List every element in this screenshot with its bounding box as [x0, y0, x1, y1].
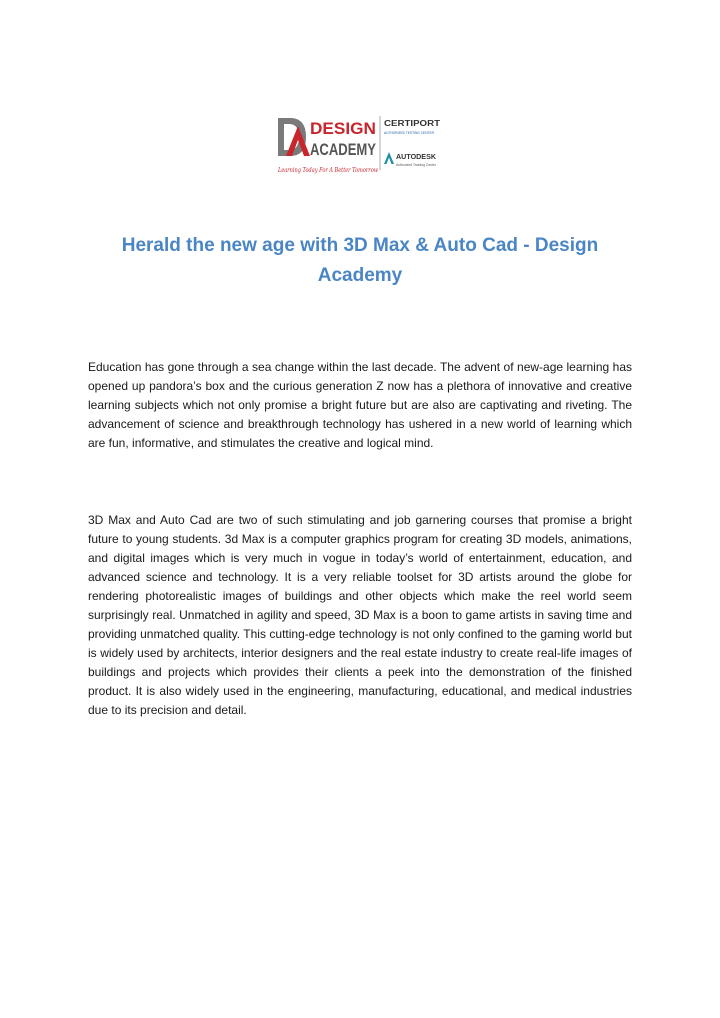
brand-line2: ACADEMY [310, 140, 377, 159]
certiport-sub: AUTHORIZED TESTING CENTER [384, 131, 435, 135]
brand-line1: DESIGN [310, 119, 376, 138]
autodesk-sub: Authorized Training Center [396, 163, 437, 167]
autodesk-name: AUTODESK [396, 154, 436, 161]
certiport-name: CERTIPORT [384, 119, 441, 128]
da-monogram-icon [278, 118, 310, 156]
paragraph-3dmax: 3D Max and Auto Cad are two of such stimulating and job garnering courses that promise a bright future to young students. 3d Max is a computer graphics program for creating 3D models, animations, and digital images which is very much in vogue in today’s world of entertainment, education, and advanced science and technology. It is a very reliable toolset for 3D artists around the globe for rendering photorealistic images of buildings and other objects which make the reel world seem surprisingly real. Unmatched in agility and speed, 3D Max is a boon to game artists in saving time and providing unmatched quality. This cutting-edge technology is not only confined to the gaming world but is widely used by architects, interior designers and the real estate industry to create real-life images of buildings and projects which provides their clients a peek into the demonstration of the finished product. It is also widely used in the engineering, manufacturing, educational, and medical industries due to its precision and detail. [88, 513, 632, 717]
page-title: Herald the new age with 3D Max & Auto Cad - Design Academy [121, 235, 599, 286]
paragraph-intro: Education has gone through a sea change within the last decade. The advent of new-age learning has opened up pandora’s box and the curious generation Z now has a plethora of innovative and creative learning subjects which not only promise a bright future but are also are captivating and riveting. The advancement of science and breakthrough technology has ushered in a new world of learning which are fun, informative, and stimulates the creative and logical mind. [88, 360, 632, 450]
brand-tagline: Learning Today For A Better Tomorrow [277, 167, 379, 174]
design-academy-logo [276, 112, 446, 178]
autodesk-icon [384, 152, 394, 164]
